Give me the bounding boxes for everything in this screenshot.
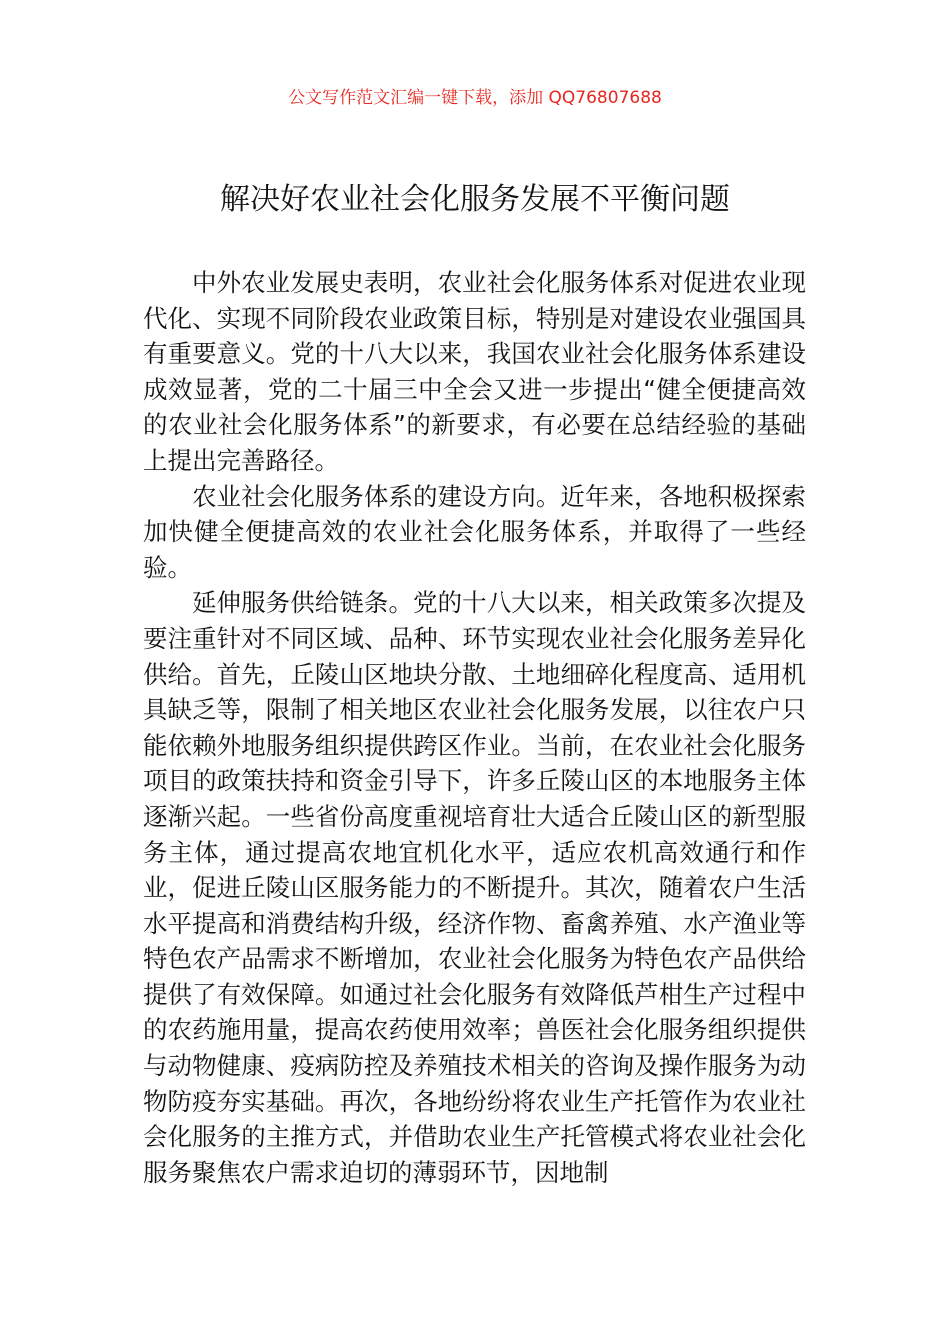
download-promo-link[interactable]: 公文写作范文汇编一键下载，添加 QQ76807688 <box>288 88 662 108</box>
paragraph-supply-chain: 延伸服务供给链条。党的十八大以来，相关政策多次提及要注重针对不同区域、品种、环节实现农业社会化服务差异化供给。首先，丘陵山区地块分散、土地细碎化程度高、适用机具缺乏等，限制了相关地区农业社会化服务发展，以往农户只能依赖外地服务组织提供跨区作业。当前，在农业社会化服务项目的政策扶持和资金引导下，许多丘陵山区的本地服务主体逐渐兴起。一些省份高度重视培育壮大适合丘陵山区的新型服务主体，通过提高农地宜机化水平，适应农机高效通行和作业，促进丘陵山区服务能力的不断提升。其次，随着农户生活水平提高和消费结构升级，经济作物、畜禽养殖、水产渔业等特色农产品需求不断增加，农业社会化服务为特色农产品供给提供了有效保障。如通过社会化服务有效降低芦柑生产过程中的农药施用量，提高农药使用效率；兽医社会化服务组织提供与动物健康、疫病防控及养殖技术相关的咨询及操作服务为动物防疫夯实基础。再次，各地纷纷将农业生产托管作为农业社会化服务的主推方式，并借助农业生产托管模式将农业社会化服务聚焦农户需求迫切的薄弱环节，因地制 <box>143 588 806 1187</box>
page-title: 解决好农业社会化服务发展不平衡问题 <box>220 182 730 217</box>
paragraph-intro: 中外农业发展史表明，农业社会化服务体系对促进农业现代化、实现不同阶段农业政策目标，特别是对建设农业强国具有重要意义。党的十八大以来，我国农业社会化服务体系建设成效显著，党的二十届三中全会又进一步提出“健全便捷高效的农业社会化服务体系”的新要求，有必要在总结经验的基础上提出完善路径。 <box>143 268 806 475</box>
document-body <box>143 265 806 1190</box>
paragraph-direction: 农业社会化服务体系的建设方向。近年来，各地积极探索加快健全便捷高效的农业社会化服务体系，并取得了一些经验。 <box>143 481 806 582</box>
